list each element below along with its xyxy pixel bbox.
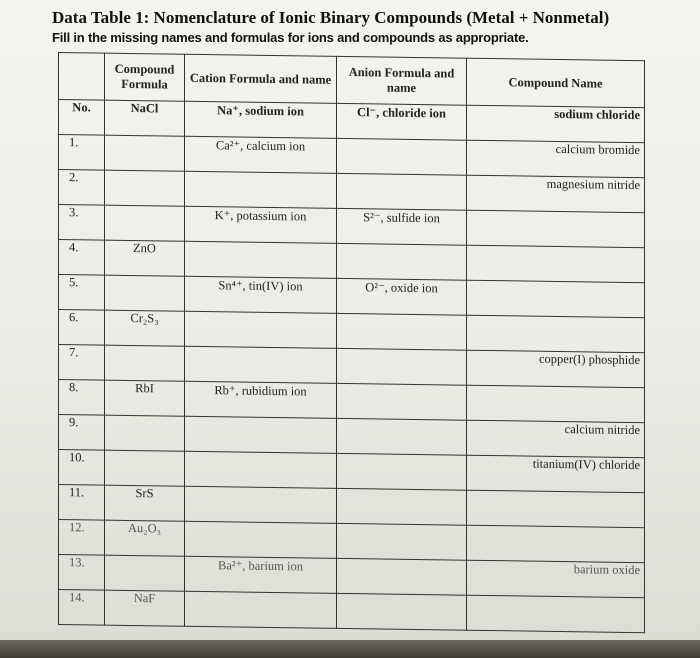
compound-formula-cell: RbI	[105, 380, 185, 416]
cation-cell[interactable]	[185, 346, 337, 383]
cation-cell: Ba²⁺, barium ion	[185, 556, 337, 593]
anion-cell[interactable]	[337, 348, 467, 385]
row-number: 14.	[59, 590, 105, 626]
compound-formula-cell[interactable]	[105, 170, 185, 206]
compound-formula-cell[interactable]	[105, 275, 185, 311]
header-row	[59, 53, 645, 108]
cation-cell: Ca²⁺, calcium ion	[185, 136, 337, 173]
anion-cell: S²⁻, sulfide ion	[337, 208, 467, 245]
cation-cell: Rb⁺, rubidium ion	[185, 381, 337, 418]
compound-formula-cell: SrS	[105, 485, 185, 521]
row-number: 5.	[59, 275, 105, 311]
page-shadow	[0, 640, 700, 658]
compound-formula-cell: Cr₂S₃	[105, 310, 185, 346]
row-number: No.	[59, 100, 105, 136]
anion-cell[interactable]	[337, 523, 467, 560]
cation-cell[interactable]	[185, 416, 337, 453]
compound-name-cell[interactable]	[467, 525, 645, 562]
row-number: 9.	[59, 415, 105, 451]
row-number: 6.	[59, 310, 105, 346]
compound-name-cell: magnesium nitride	[467, 175, 645, 212]
cation-cell: Sn⁴⁺, tin(IV) ion	[185, 276, 337, 313]
anion-cell[interactable]	[337, 558, 467, 595]
compound-name-cell: calcium nitride	[467, 420, 645, 457]
cation-cell[interactable]	[185, 311, 337, 348]
compound-name-cell[interactable]	[467, 490, 645, 527]
row-number: 8.	[59, 380, 105, 416]
row-number: 11.	[59, 485, 105, 521]
compound-formula-cell: NaCl	[105, 100, 185, 136]
compound-formula-cell: ZnO	[105, 240, 185, 276]
row-number: 7.	[59, 345, 105, 381]
compound-formula-cell[interactable]	[105, 345, 185, 381]
header-anion: Anion Formula and name	[337, 56, 467, 105]
cation-cell[interactable]	[185, 241, 337, 278]
anion-cell[interactable]	[337, 243, 467, 280]
anion-cell[interactable]	[337, 383, 467, 420]
row-number: 1.	[59, 135, 105, 171]
page-title: Data Table 1: Nomenclature of Ionic Binary Compounds (Metal + Nonmetal)	[52, 8, 610, 27]
row-number: 10.	[59, 450, 105, 486]
anion-cell[interactable]	[337, 313, 467, 350]
compound-name-cell[interactable]	[467, 595, 645, 632]
row-number: 12.	[59, 520, 105, 556]
cation-cell[interactable]	[185, 486, 337, 523]
anion-cell: O²⁻, oxide ion	[337, 278, 467, 315]
compound-name-cell: titanium(IV) chloride	[467, 455, 645, 492]
nomenclature-table	[58, 52, 645, 633]
header-compound-formula: Compound Formula	[105, 53, 185, 101]
page-subtitle: Fill in the missing names and formulas for ions and compounds as appropriate.	[52, 30, 529, 45]
compound-name-cell: barium oxide	[467, 560, 645, 597]
compound-name-cell[interactable]	[467, 315, 645, 352]
cation-cell: Na⁺, sodium ion	[185, 101, 337, 138]
cation-cell[interactable]	[185, 171, 337, 208]
anion-cell[interactable]	[337, 593, 467, 630]
compound-formula-cell[interactable]	[105, 415, 185, 451]
compound-name-cell[interactable]	[467, 210, 645, 247]
anion-cell: Cl⁻, chloride ion	[337, 103, 467, 140]
header-no	[59, 53, 105, 101]
compound-name-cell: copper(I) phosphide	[467, 350, 645, 387]
header-compound-name: Compound Name	[467, 58, 645, 107]
compound-formula-cell[interactable]	[105, 555, 185, 591]
row-number: 13.	[59, 555, 105, 591]
compound-name-cell[interactable]	[467, 385, 645, 422]
table-row	[59, 590, 645, 633]
anion-cell[interactable]	[337, 418, 467, 455]
anion-cell[interactable]	[337, 453, 467, 490]
compound-name-cell: calcium bromide	[467, 140, 645, 177]
compound-formula-cell: NaF	[105, 590, 185, 626]
compound-name-cell[interactable]	[467, 245, 645, 282]
compound-formula-cell: Au₂O₃	[105, 520, 185, 556]
row-number: 4.	[59, 240, 105, 276]
anion-cell[interactable]	[337, 488, 467, 525]
compound-formula-cell[interactable]	[105, 450, 185, 486]
anion-cell[interactable]	[337, 173, 467, 210]
cation-cell[interactable]	[185, 591, 337, 628]
row-number: 3.	[59, 205, 105, 241]
compound-formula-cell[interactable]	[105, 205, 185, 241]
row-number: 2.	[59, 170, 105, 206]
cation-cell[interactable]	[185, 521, 337, 558]
compound-name-cell[interactable]	[467, 280, 645, 317]
cation-cell[interactable]	[185, 451, 337, 488]
header-cation: Cation Formula and name	[185, 54, 337, 103]
compound-formula-cell[interactable]	[105, 135, 185, 171]
anion-cell[interactable]	[337, 138, 467, 175]
compound-name-cell: sodium chloride	[467, 105, 645, 142]
cation-cell: K⁺, potassium ion	[185, 206, 337, 243]
